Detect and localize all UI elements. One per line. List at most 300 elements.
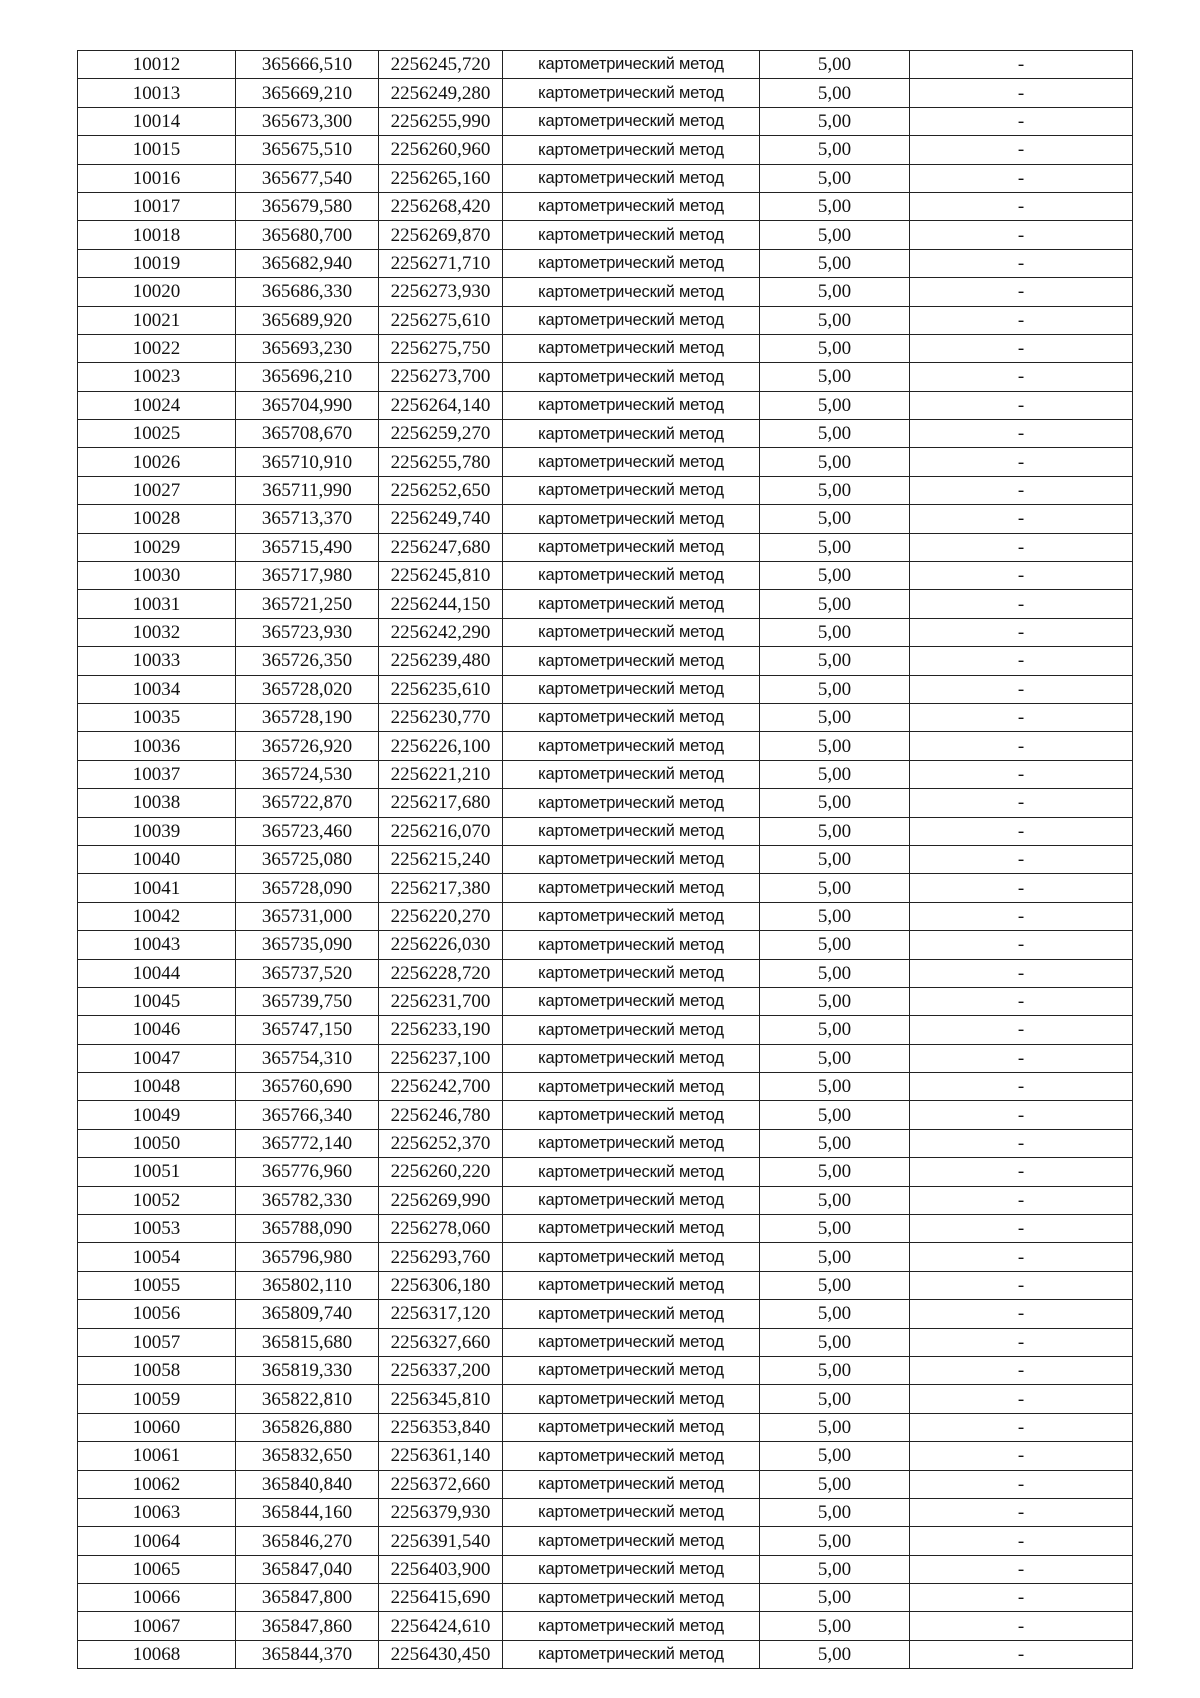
- table-row: [78, 249, 1133, 277]
- method-cell: картометрический метод: [503, 590, 760, 618]
- description-cell: -: [910, 107, 1133, 135]
- method-cell: картометрический метод: [503, 845, 760, 873]
- description-cell: -: [910, 249, 1133, 277]
- x-coordinate-cell: 365772,140: [236, 1129, 379, 1157]
- description-cell: -: [910, 590, 1133, 618]
- description-cell: -: [910, 959, 1133, 987]
- table-row: [78, 732, 1133, 760]
- x-coordinate-cell: 365724,530: [236, 760, 379, 788]
- method-cell: картометрический метод: [503, 334, 760, 362]
- method-cell: картометрический метод: [503, 107, 760, 135]
- description-cell: -: [910, 136, 1133, 164]
- accuracy-cell: 5,00: [760, 1527, 910, 1555]
- coordinates-table: [77, 50, 1133, 1669]
- y-coordinate-cell: 2256242,290: [379, 618, 503, 646]
- method-cell: картометрический метод: [503, 1356, 760, 1384]
- point-number-cell: 10039: [78, 817, 236, 845]
- method-cell: картометрический метод: [503, 874, 760, 902]
- y-coordinate-cell: 2256430,450: [379, 1640, 503, 1668]
- method-cell: картометрический метод: [503, 51, 760, 79]
- y-coordinate-cell: 2256275,750: [379, 334, 503, 362]
- point-number-cell: 10024: [78, 391, 236, 419]
- table-row: [78, 902, 1133, 930]
- x-coordinate-cell: 365669,210: [236, 79, 379, 107]
- y-coordinate-cell: 2256327,660: [379, 1328, 503, 1356]
- description-cell: -: [910, 1073, 1133, 1101]
- x-coordinate-cell: 365760,690: [236, 1073, 379, 1101]
- table-row: [78, 760, 1133, 788]
- y-coordinate-cell: 2256216,070: [379, 817, 503, 845]
- y-coordinate-cell: 2256424,610: [379, 1612, 503, 1640]
- method-cell: картометрический метод: [503, 1413, 760, 1441]
- x-coordinate-cell: 365776,960: [236, 1158, 379, 1186]
- x-coordinate-cell: 365819,330: [236, 1356, 379, 1384]
- description-cell: -: [910, 789, 1133, 817]
- accuracy-cell: 5,00: [760, 1215, 910, 1243]
- table-row: [78, 987, 1133, 1015]
- method-cell: картометрический метод: [503, 1186, 760, 1214]
- x-coordinate-cell: 365844,160: [236, 1498, 379, 1526]
- accuracy-cell: 5,00: [760, 1498, 910, 1526]
- y-coordinate-cell: 2256246,780: [379, 1101, 503, 1129]
- y-coordinate-cell: 2256221,210: [379, 760, 503, 788]
- method-cell: картометрический метод: [503, 703, 760, 731]
- y-coordinate-cell: 2256361,140: [379, 1442, 503, 1470]
- y-coordinate-cell: 2256372,660: [379, 1470, 503, 1498]
- y-coordinate-cell: 2256244,150: [379, 590, 503, 618]
- point-number-cell: 10014: [78, 107, 236, 135]
- method-cell: картометрический метод: [503, 1215, 760, 1243]
- point-number-cell: 10044: [78, 959, 236, 987]
- accuracy-cell: 5,00: [760, 363, 910, 391]
- x-coordinate-cell: 365728,090: [236, 874, 379, 902]
- y-coordinate-cell: 2256231,700: [379, 987, 503, 1015]
- y-coordinate-cell: 2256273,700: [379, 363, 503, 391]
- point-number-cell: 10053: [78, 1215, 236, 1243]
- table-row: [78, 817, 1133, 845]
- y-coordinate-cell: 2256228,720: [379, 959, 503, 987]
- point-number-cell: 10047: [78, 1044, 236, 1072]
- point-number-cell: 10062: [78, 1470, 236, 1498]
- table-row: [78, 505, 1133, 533]
- accuracy-cell: 5,00: [760, 732, 910, 760]
- accuracy-cell: 5,00: [760, 1016, 910, 1044]
- accuracy-cell: 5,00: [760, 136, 910, 164]
- x-coordinate-cell: 365754,310: [236, 1044, 379, 1072]
- point-number-cell: 10068: [78, 1640, 236, 1668]
- x-coordinate-cell: 365822,810: [236, 1385, 379, 1413]
- point-number-cell: 10017: [78, 192, 236, 220]
- x-coordinate-cell: 365680,700: [236, 221, 379, 249]
- accuracy-cell: 5,00: [760, 1555, 910, 1583]
- x-coordinate-cell: 365722,870: [236, 789, 379, 817]
- method-cell: картометрический метод: [503, 1101, 760, 1129]
- method-cell: картометрический метод: [503, 902, 760, 930]
- x-coordinate-cell: 365677,540: [236, 164, 379, 192]
- x-coordinate-cell: 365711,990: [236, 476, 379, 504]
- point-number-cell: 10060: [78, 1413, 236, 1441]
- description-cell: -: [910, 1385, 1133, 1413]
- point-number-cell: 10059: [78, 1385, 236, 1413]
- accuracy-cell: 5,00: [760, 647, 910, 675]
- method-cell: картометрический метод: [503, 79, 760, 107]
- description-cell: -: [910, 334, 1133, 362]
- table-row: [78, 1271, 1133, 1299]
- method-cell: картометрический метод: [503, 1300, 760, 1328]
- accuracy-cell: 5,00: [760, 505, 910, 533]
- table-row: [78, 136, 1133, 164]
- point-number-cell: 10030: [78, 562, 236, 590]
- method-cell: картометрический метод: [503, 987, 760, 1015]
- accuracy-cell: 5,00: [760, 760, 910, 788]
- table-row: [78, 590, 1133, 618]
- x-coordinate-cell: 365675,510: [236, 136, 379, 164]
- table-row: [78, 1413, 1133, 1441]
- method-cell: картометрический метод: [503, 533, 760, 561]
- accuracy-cell: 5,00: [760, 1044, 910, 1072]
- description-cell: -: [910, 1640, 1133, 1668]
- point-number-cell: 10056: [78, 1300, 236, 1328]
- description-cell: -: [910, 1215, 1133, 1243]
- accuracy-cell: 5,00: [760, 1442, 910, 1470]
- y-coordinate-cell: 2256306,180: [379, 1271, 503, 1299]
- method-cell: картометрический метод: [503, 1016, 760, 1044]
- table-row: [78, 1328, 1133, 1356]
- table-row: [78, 363, 1133, 391]
- table-row: [78, 1101, 1133, 1129]
- description-cell: -: [910, 79, 1133, 107]
- accuracy-cell: 5,00: [760, 107, 910, 135]
- method-cell: картометрический метод: [503, 1158, 760, 1186]
- table-row: [78, 107, 1133, 135]
- y-coordinate-cell: 2256269,870: [379, 221, 503, 249]
- table-row: [78, 562, 1133, 590]
- point-number-cell: 10022: [78, 334, 236, 362]
- x-coordinate-cell: 365673,300: [236, 107, 379, 135]
- description-cell: -: [910, 448, 1133, 476]
- method-cell: картометрический метод: [503, 1640, 760, 1668]
- y-coordinate-cell: 2256252,650: [379, 476, 503, 504]
- method-cell: картометрический метод: [503, 1328, 760, 1356]
- point-number-cell: 10013: [78, 79, 236, 107]
- accuracy-cell: 5,00: [760, 902, 910, 930]
- y-coordinate-cell: 2256271,710: [379, 249, 503, 277]
- description-cell: -: [910, 1129, 1133, 1157]
- point-number-cell: 10065: [78, 1555, 236, 1583]
- accuracy-cell: 5,00: [760, 1129, 910, 1157]
- accuracy-cell: 5,00: [760, 249, 910, 277]
- method-cell: картометрический метод: [503, 789, 760, 817]
- description-cell: -: [910, 420, 1133, 448]
- y-coordinate-cell: 2256265,160: [379, 164, 503, 192]
- y-coordinate-cell: 2256242,700: [379, 1073, 503, 1101]
- y-coordinate-cell: 2256264,140: [379, 391, 503, 419]
- y-coordinate-cell: 2256317,120: [379, 1300, 503, 1328]
- point-number-cell: 10018: [78, 221, 236, 249]
- accuracy-cell: 5,00: [760, 192, 910, 220]
- accuracy-cell: 5,00: [760, 1470, 910, 1498]
- table-row: [78, 278, 1133, 306]
- table-row: [78, 959, 1133, 987]
- description-cell: -: [910, 703, 1133, 731]
- point-number-cell: 10032: [78, 618, 236, 646]
- point-number-cell: 10050: [78, 1129, 236, 1157]
- description-cell: -: [910, 1300, 1133, 1328]
- method-cell: картометрический метод: [503, 931, 760, 959]
- description-cell: -: [910, 562, 1133, 590]
- description-cell: -: [910, 1328, 1133, 1356]
- y-coordinate-cell: 2256245,810: [379, 562, 503, 590]
- accuracy-cell: 5,00: [760, 1640, 910, 1668]
- description-cell: -: [910, 1584, 1133, 1612]
- x-coordinate-cell: 365739,750: [236, 987, 379, 1015]
- method-cell: картометрический метод: [503, 363, 760, 391]
- description-cell: -: [910, 391, 1133, 419]
- accuracy-cell: 5,00: [760, 79, 910, 107]
- method-cell: картометрический метод: [503, 391, 760, 419]
- x-coordinate-cell: 365723,930: [236, 618, 379, 646]
- point-number-cell: 10023: [78, 363, 236, 391]
- description-cell: -: [910, 1470, 1133, 1498]
- x-coordinate-cell: 365682,940: [236, 249, 379, 277]
- y-coordinate-cell: 2256255,990: [379, 107, 503, 135]
- point-number-cell: 10067: [78, 1612, 236, 1640]
- accuracy-cell: 5,00: [760, 1243, 910, 1271]
- point-number-cell: 10029: [78, 533, 236, 561]
- description-cell: -: [910, 874, 1133, 902]
- description-cell: -: [910, 51, 1133, 79]
- x-coordinate-cell: 365726,920: [236, 732, 379, 760]
- y-coordinate-cell: 2256252,370: [379, 1129, 503, 1157]
- y-coordinate-cell: 2256217,680: [379, 789, 503, 817]
- accuracy-cell: 5,00: [760, 845, 910, 873]
- method-cell: картометрический метод: [503, 760, 760, 788]
- description-cell: -: [910, 817, 1133, 845]
- x-coordinate-cell: 365696,210: [236, 363, 379, 391]
- point-number-cell: 10020: [78, 278, 236, 306]
- table-row: [78, 931, 1133, 959]
- table-row: [78, 1527, 1133, 1555]
- point-number-cell: 10012: [78, 51, 236, 79]
- point-number-cell: 10016: [78, 164, 236, 192]
- y-coordinate-cell: 2256255,780: [379, 448, 503, 476]
- table-row: [78, 1356, 1133, 1384]
- method-cell: картометрический метод: [503, 675, 760, 703]
- point-number-cell: 10049: [78, 1101, 236, 1129]
- table-row: [78, 1129, 1133, 1157]
- accuracy-cell: 5,00: [760, 1584, 910, 1612]
- accuracy-cell: 5,00: [760, 703, 910, 731]
- description-cell: -: [910, 1442, 1133, 1470]
- x-coordinate-cell: 365686,330: [236, 278, 379, 306]
- y-coordinate-cell: 2256230,770: [379, 703, 503, 731]
- point-number-cell: 10036: [78, 732, 236, 760]
- x-coordinate-cell: 365735,090: [236, 931, 379, 959]
- method-cell: картометрический метод: [503, 1044, 760, 1072]
- accuracy-cell: 5,00: [760, 1356, 910, 1384]
- y-coordinate-cell: 2256226,030: [379, 931, 503, 959]
- table-row: [78, 334, 1133, 362]
- point-number-cell: 10042: [78, 902, 236, 930]
- table-row: [78, 192, 1133, 220]
- accuracy-cell: 5,00: [760, 1101, 910, 1129]
- table-row: [78, 1584, 1133, 1612]
- description-cell: -: [910, 1101, 1133, 1129]
- accuracy-cell: 5,00: [760, 874, 910, 902]
- accuracy-cell: 5,00: [760, 51, 910, 79]
- table-row: [78, 391, 1133, 419]
- table-row: [78, 789, 1133, 817]
- y-coordinate-cell: 2256249,740: [379, 505, 503, 533]
- y-coordinate-cell: 2256379,930: [379, 1498, 503, 1526]
- description-cell: -: [910, 1413, 1133, 1441]
- x-coordinate-cell: 365796,980: [236, 1243, 379, 1271]
- method-cell: картометрический метод: [503, 1555, 760, 1583]
- method-cell: картометрический метод: [503, 732, 760, 760]
- point-number-cell: 10019: [78, 249, 236, 277]
- y-coordinate-cell: 2256217,380: [379, 874, 503, 902]
- accuracy-cell: 5,00: [760, 164, 910, 192]
- x-coordinate-cell: 365844,370: [236, 1640, 379, 1668]
- y-coordinate-cell: 2256415,690: [379, 1584, 503, 1612]
- table-row: [78, 1555, 1133, 1583]
- x-coordinate-cell: 365826,880: [236, 1413, 379, 1441]
- x-coordinate-cell: 365713,370: [236, 505, 379, 533]
- table-row: [78, 1442, 1133, 1470]
- table-row: [78, 1158, 1133, 1186]
- point-number-cell: 10043: [78, 931, 236, 959]
- table-row: [78, 1470, 1133, 1498]
- accuracy-cell: 5,00: [760, 931, 910, 959]
- point-number-cell: 10046: [78, 1016, 236, 1044]
- x-coordinate-cell: 365708,670: [236, 420, 379, 448]
- y-coordinate-cell: 2256239,480: [379, 647, 503, 675]
- method-cell: картометрический метод: [503, 249, 760, 277]
- y-coordinate-cell: 2256293,760: [379, 1243, 503, 1271]
- y-coordinate-cell: 2256268,420: [379, 192, 503, 220]
- accuracy-cell: 5,00: [760, 1413, 910, 1441]
- description-cell: -: [910, 618, 1133, 646]
- accuracy-cell: 5,00: [760, 1300, 910, 1328]
- x-coordinate-cell: 365846,270: [236, 1527, 379, 1555]
- method-cell: картометрический метод: [503, 562, 760, 590]
- accuracy-cell: 5,00: [760, 334, 910, 362]
- point-number-cell: 10052: [78, 1186, 236, 1214]
- x-coordinate-cell: 365721,250: [236, 590, 379, 618]
- table-row: [78, 1215, 1133, 1243]
- method-cell: картометрический метод: [503, 1527, 760, 1555]
- accuracy-cell: 5,00: [760, 448, 910, 476]
- point-number-cell: 10055: [78, 1271, 236, 1299]
- method-cell: картометрический метод: [503, 1073, 760, 1101]
- description-cell: -: [910, 1612, 1133, 1640]
- description-cell: -: [910, 221, 1133, 249]
- x-coordinate-cell: 365809,740: [236, 1300, 379, 1328]
- x-coordinate-cell: 365726,350: [236, 647, 379, 675]
- description-cell: -: [910, 1186, 1133, 1214]
- description-cell: -: [910, 1527, 1133, 1555]
- x-coordinate-cell: 365725,080: [236, 845, 379, 873]
- point-number-cell: 10033: [78, 647, 236, 675]
- accuracy-cell: 5,00: [760, 306, 910, 334]
- x-coordinate-cell: 365747,150: [236, 1016, 379, 1044]
- y-coordinate-cell: 2256353,840: [379, 1413, 503, 1441]
- accuracy-cell: 5,00: [760, 476, 910, 504]
- method-cell: картометрический метод: [503, 420, 760, 448]
- method-cell: картометрический метод: [503, 448, 760, 476]
- point-number-cell: 10031: [78, 590, 236, 618]
- method-cell: картометрический метод: [503, 1271, 760, 1299]
- point-number-cell: 10066: [78, 1584, 236, 1612]
- method-cell: картометрический метод: [503, 1612, 760, 1640]
- table-row: [78, 164, 1133, 192]
- x-coordinate-cell: 365717,980: [236, 562, 379, 590]
- x-coordinate-cell: 365847,800: [236, 1584, 379, 1612]
- description-cell: -: [910, 306, 1133, 334]
- point-number-cell: 10040: [78, 845, 236, 873]
- description-cell: -: [910, 476, 1133, 504]
- x-coordinate-cell: 365847,860: [236, 1612, 379, 1640]
- x-coordinate-cell: 365710,910: [236, 448, 379, 476]
- method-cell: картометрический метод: [503, 306, 760, 334]
- table-row: [78, 1498, 1133, 1526]
- description-cell: -: [910, 931, 1133, 959]
- y-coordinate-cell: 2256391,540: [379, 1527, 503, 1555]
- y-coordinate-cell: 2256220,270: [379, 902, 503, 930]
- x-coordinate-cell: 365788,090: [236, 1215, 379, 1243]
- accuracy-cell: 5,00: [760, 562, 910, 590]
- table-row: [78, 51, 1133, 79]
- point-number-cell: 10063: [78, 1498, 236, 1526]
- x-coordinate-cell: 365689,920: [236, 306, 379, 334]
- accuracy-cell: 5,00: [760, 278, 910, 306]
- y-coordinate-cell: 2256235,610: [379, 675, 503, 703]
- accuracy-cell: 5,00: [760, 420, 910, 448]
- method-cell: картометрический метод: [503, 164, 760, 192]
- description-cell: -: [910, 987, 1133, 1015]
- description-cell: -: [910, 363, 1133, 391]
- method-cell: картометрический метод: [503, 1584, 760, 1612]
- method-cell: картометрический метод: [503, 618, 760, 646]
- accuracy-cell: 5,00: [760, 675, 910, 703]
- point-number-cell: 10035: [78, 703, 236, 731]
- y-coordinate-cell: 2256226,100: [379, 732, 503, 760]
- description-cell: -: [910, 192, 1133, 220]
- accuracy-cell: 5,00: [760, 1271, 910, 1299]
- x-coordinate-cell: 365723,460: [236, 817, 379, 845]
- method-cell: картометрический метод: [503, 192, 760, 220]
- table-row: [78, 1186, 1133, 1214]
- table-row: [78, 675, 1133, 703]
- description-cell: -: [910, 1555, 1133, 1583]
- table-row: [78, 221, 1133, 249]
- y-coordinate-cell: 2256260,220: [379, 1158, 503, 1186]
- point-number-cell: 10048: [78, 1073, 236, 1101]
- description-cell: -: [910, 1016, 1133, 1044]
- method-cell: картометрический метод: [503, 959, 760, 987]
- y-coordinate-cell: 2256259,270: [379, 420, 503, 448]
- method-cell: картометрический метод: [503, 136, 760, 164]
- method-cell: картометрический метод: [503, 647, 760, 675]
- point-number-cell: 10061: [78, 1442, 236, 1470]
- description-cell: -: [910, 1158, 1133, 1186]
- description-cell: -: [910, 1271, 1133, 1299]
- point-number-cell: 10026: [78, 448, 236, 476]
- table-row: [78, 647, 1133, 675]
- point-number-cell: 10038: [78, 789, 236, 817]
- table-row: [78, 79, 1133, 107]
- x-coordinate-cell: 365666,510: [236, 51, 379, 79]
